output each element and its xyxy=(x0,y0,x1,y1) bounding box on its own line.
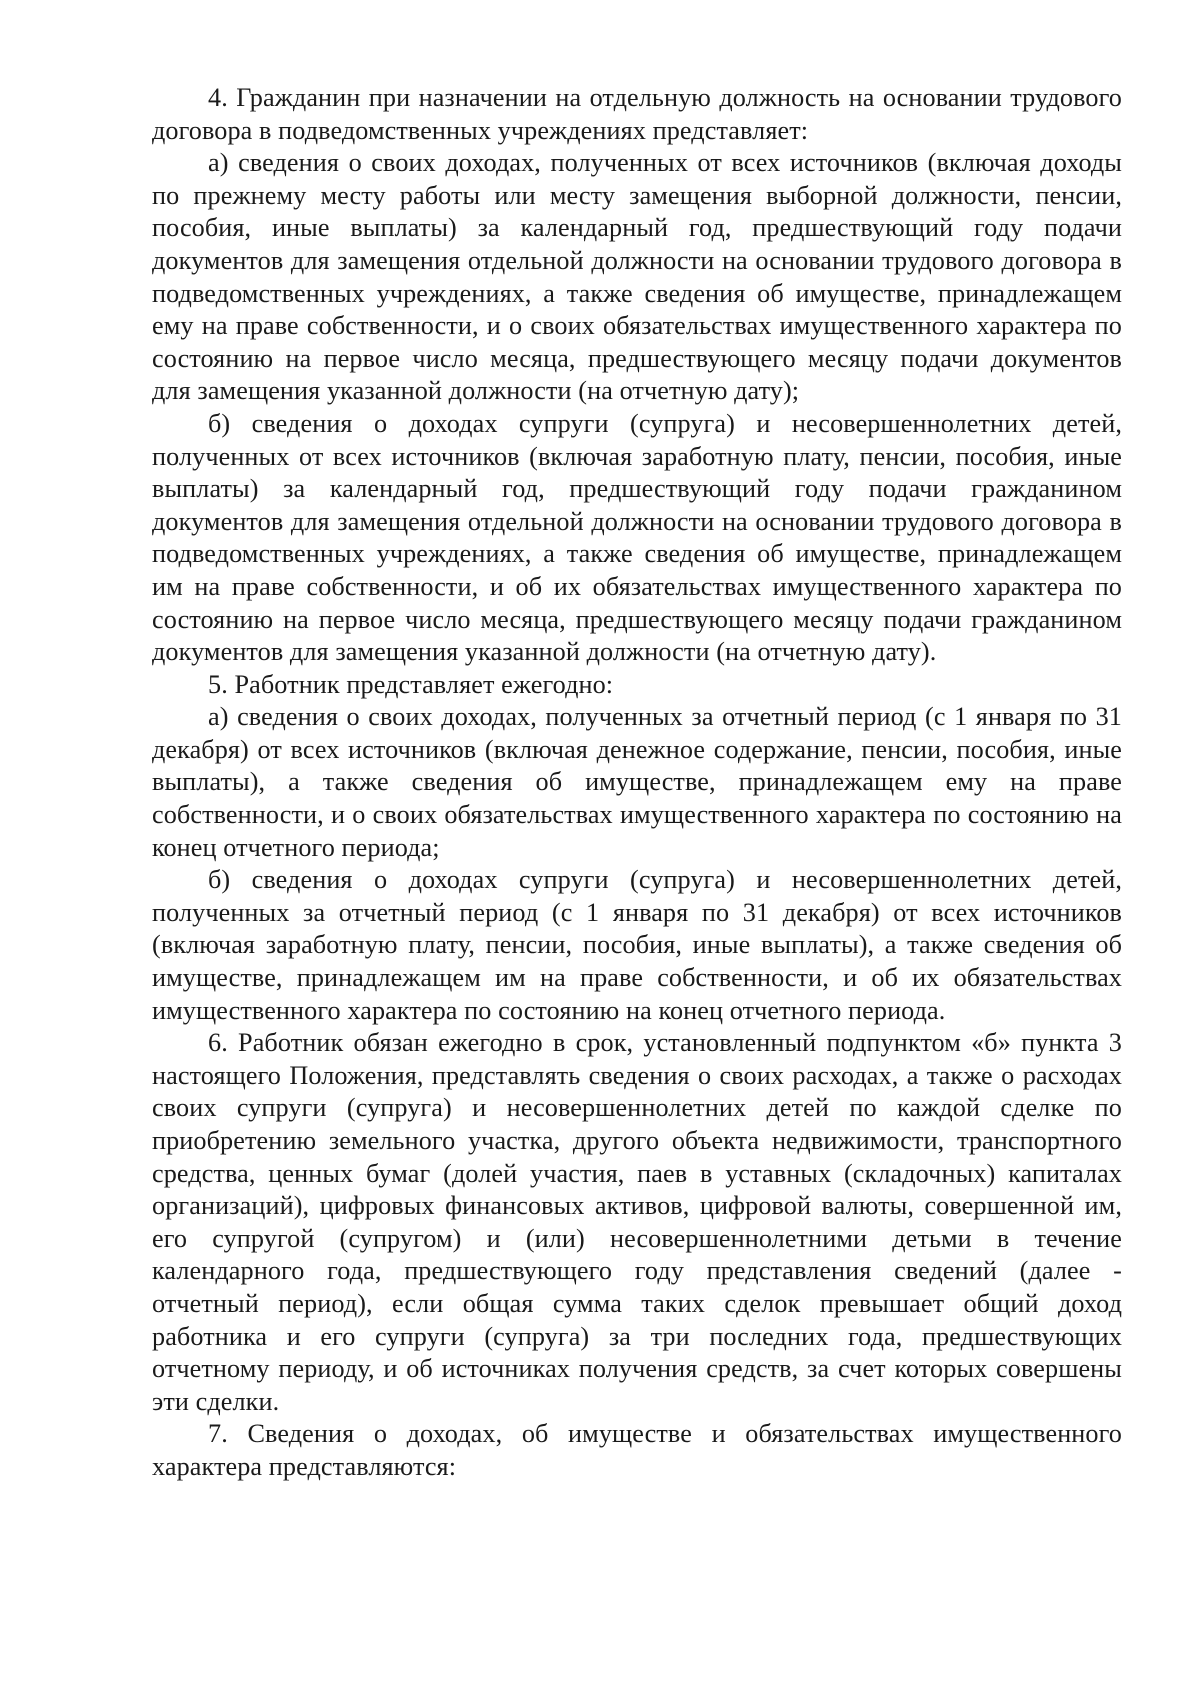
paragraph-item-7: 7. Сведения о доходах, об имуществе и обязательствах имущественного характера представляются: xyxy=(152,1419,1122,1481)
paragraph-item-6: 6. Работник обязан ежегодно в срок, установленный подпунктом «б» пункта 3 настоящего Положения, представлять сведения о своих расходах, а также о расходах своих супруги (супруга) и несовершеннолетних детей по каждой сделке по приобретению земельного участка, другого объекта недвижимости, транспортного средства, ценных бумаг (долей участия, паев в уставных (складочных) капиталах организаций), цифровых финансовых активов, цифровой валюты, совершенной им, его супругой (супругом) и (или) несовершеннолетними детьми в течение календарного года, предшествующего году представления сведений (далее - отчетный период), если общая сумма таких сделок превышает общий доход работника и его супруги (супруга) за три последних года, предшествующих отчетному периоду, и об источниках получения средств, за счет которых совершены эти сделки. xyxy=(152,1028,1122,1416)
paragraph-item-5: 5. Работник представляет ежегодно: xyxy=(208,669,614,699)
paragraph-item-4b: б) сведения о доходах супруги (супруга) и несовершеннолетних детей, полученных от всех источников (включая заработную плату, пенсии, пособия, иные выплаты) за календарный год, предшествующий году подачи гражданином документов для замещения отдельной должности на основании трудового договора в подведомственных учреждениях, а также сведения об имуществе, принадлежащем им на праве собственности, и об их обязательствах имущественного характера по состоянию на первое число месяца, предшествующего месяцу подачи гражданином документов для замещения указанной должности (на отчетную дату). xyxy=(152,408,1122,667)
paragraph-item-5a: а) сведения о своих доходах, полученных за отчетный период (с 1 января по 31 декабря) от всех источников (включая денежное содержание, пенсии, пособия, иные выплаты), а также сведения об имуществе, принадлежащем ему на праве собственности, и о своих обязательствах имущественного характера по состоянию на конец отчетного периода; xyxy=(152,702,1122,862)
paragraph-item-4a: а) сведения о своих доходах, полученных от всех источников (включая доходы по прежнему месту работы или месту замещения выборной должности, пенсии, пособия, иные выплаты) за календарный год, предшествующий году подачи документов для замещения отдельной должности на основании трудового договора в подведомственных учреждениях, а также сведения об имуществе, принадлежащем ему на праве собственности, и о своих обязательствах имущественного характера по состоянию на первое число месяца, предшествующего месяцу подачи документов для замещения указанной должности (на отчетную дату); xyxy=(152,148,1122,406)
document-body xyxy=(152,82,1122,1484)
paragraph-item-5b: б) сведения о доходах супруги (супруга) и несовершеннолетних детей, полученных за отчетный период (с 1 января по 31 декабря) от всех источников (включая заработную плату, пенсии, пособия, иные выплаты), а также сведения об имуществе, принадлежащем им на праве собственности, и об их обязательствах имущественного характера по состоянию на конец отчетного периода. xyxy=(152,865,1122,1025)
paragraph-item-4: 4. Гражданин при назначении на отдельную должность на основании трудового договора в подведомственных учреждениях представляет: xyxy=(152,83,1122,145)
